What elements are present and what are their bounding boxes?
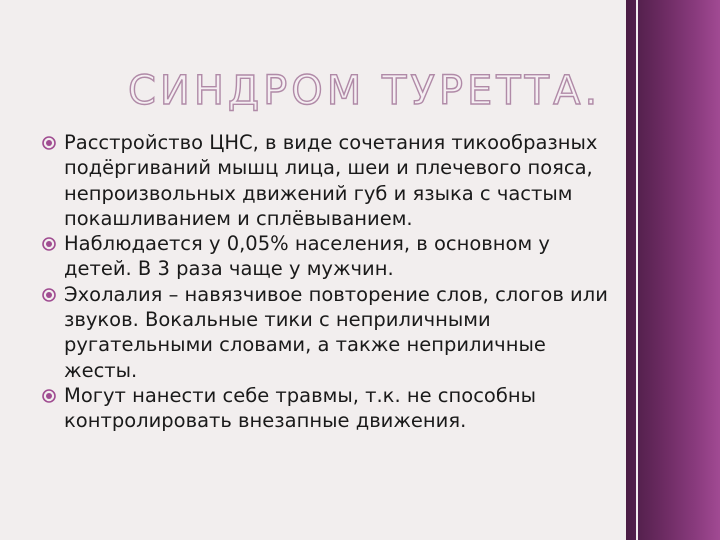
- target-bullet-icon: [42, 237, 56, 251]
- accent-side-band: [626, 0, 720, 540]
- bullet-text: Эхолалия – навязчивое повторение слов, слогов или звуков. Вокальные тики с неприличными ругательными словами, а также неприличные жесты.: [64, 282, 608, 382]
- target-bullet-icon: [42, 288, 56, 302]
- bullet-item: [40, 231, 620, 282]
- bullet-text: Расстройство ЦНС, в виде сочетания тикообразных подёргиваний мышц лица, шеи и плечевого пояса, непроизвольных движений губ и языка с частым покашливанием и сплёвыванием.: [64, 131, 598, 230]
- bullet-item: [40, 130, 620, 231]
- slide-title: СИНДРОМ ТУРЕТТА.: [128, 68, 602, 114]
- target-bullet-icon: [42, 389, 56, 403]
- bullet-list: [40, 130, 620, 434]
- accent-divider-line: [636, 0, 638, 540]
- target-bullet-icon: [42, 136, 56, 150]
- bullet-text: Наблюдается у 0,05% населения, в основном у детей. В 3 раза чаще у мужчин.: [64, 232, 550, 281]
- bullet-item: [40, 383, 620, 434]
- bullet-item: [40, 282, 620, 383]
- bullet-text: Могут нанести себе травмы, т.к. не способны контролировать внезапные движения.: [64, 383, 537, 433]
